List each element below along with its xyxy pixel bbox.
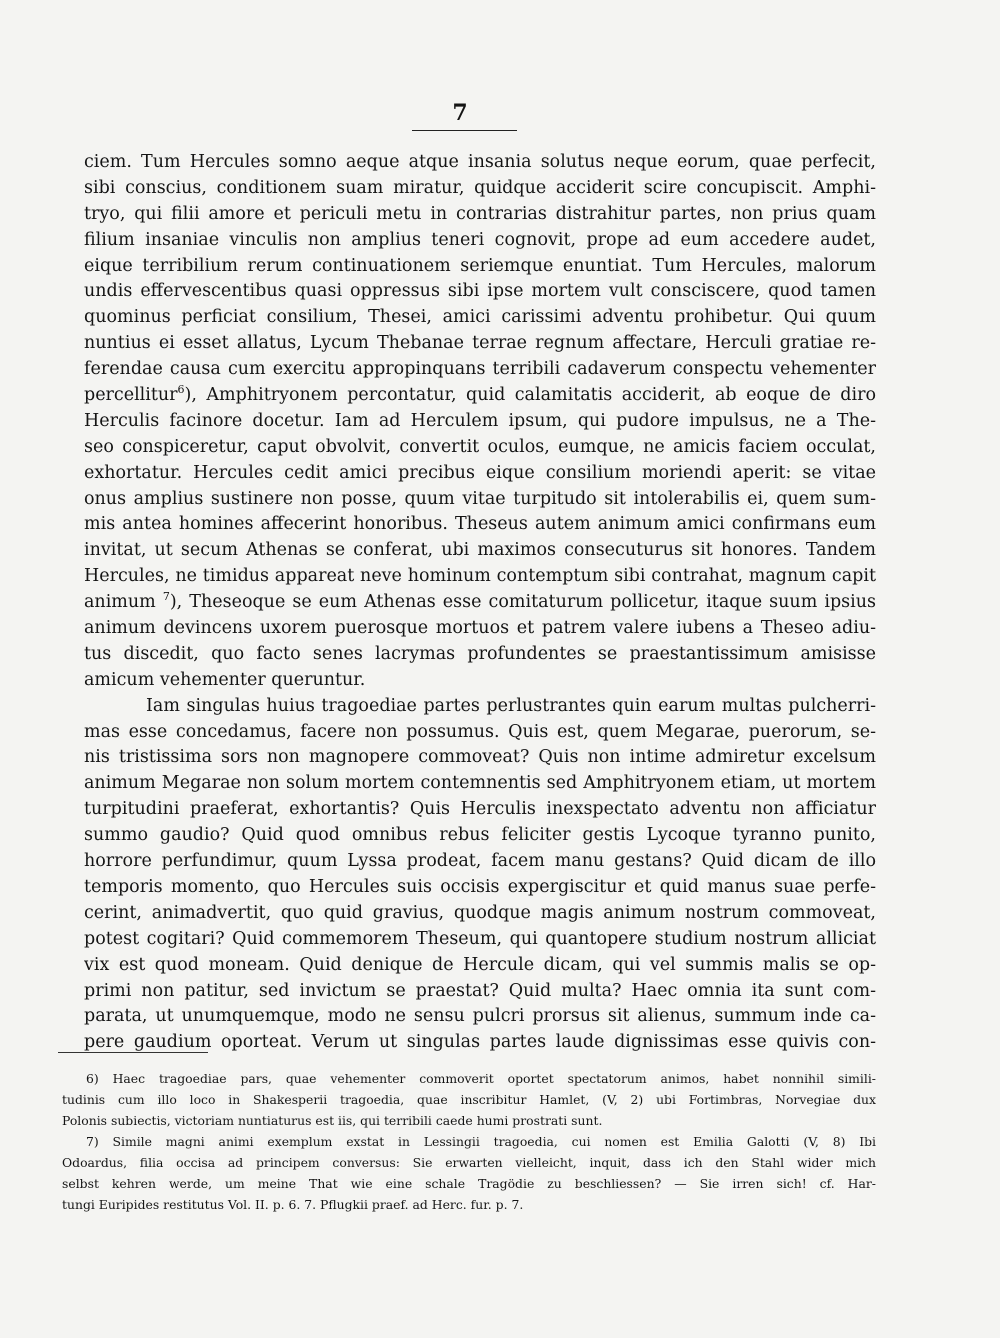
footnote-7-line: tungi Euripides restitutus Vol. II. p. 6. 7. Pflugkii praef. ad Herc. fur. p. 7. (62, 1197, 524, 1212)
text-line: exhortatur. Hercules cedit amici precibus eique consilium moriendi aperit: se vitae (84, 462, 876, 483)
paragraph-start-line: Iam singulas huius tragoediae partes perlustrantes quin earum multas pulcherri- (146, 695, 876, 716)
text-line: Hercules, ne timidus appareat neve hominum contemptum sibi contrahat, magnum capit (84, 566, 876, 587)
text-line: mis antea homines affecerint honoribus. Theseus autem animum amici confirmans eum (84, 514, 876, 535)
text-line: nis tristissima sors non magnopere commoveat? Quis non intime admiretur excelsum (84, 747, 876, 768)
text-line: temporis momento, quo Hercules suis occisis expergiscitur et quid manus suae perfe- (84, 876, 876, 897)
page-number: 7 (452, 100, 468, 126)
text-line: undis effervescentibus quasi oppressus sibi ipse mortem vult consciscere, quod tamen (84, 281, 876, 302)
text-line: Herculis facinore docetur. Iam ad Herculem ipsum, qui pudore impulsus, ne a The- (84, 410, 876, 431)
body-text (84, 150, 876, 1056)
text-line: eique terribilium rerum continuationem seriemque enuntiat. Tum Hercules, malorum (84, 255, 876, 276)
text-line: summo gaudio? Quid quod omnibus rebus feliciter gestis Lycoque tyranno punito, (84, 825, 876, 846)
text-line: sibi conscius, conditionem suam miratur, quidque acciderit scire concupiscit. Amphi- (84, 177, 876, 198)
footnote-reference-6: 6 (177, 383, 185, 397)
text-line: cerint, animadvertit, quo quid gravius, quodque magis animum nostrum commoveat, (84, 902, 876, 923)
text-fragment: percellitur (84, 385, 178, 406)
text-line: filium insaniae vinculis non amplius teneri cognovit, prope ad eum accedere audet, (84, 229, 876, 250)
footnote-reference-7: 7 (162, 590, 170, 604)
text-line: mas esse concedamus, facere non possumus. Quis est, quem Megarae, puerorum, se- (84, 721, 876, 742)
text-line-with-footnote (84, 383, 876, 409)
footnotes (62, 1068, 876, 1215)
text-line: ferendae causa cum exercitu appropinquans terribili cadaverum conspectu vehementer (84, 359, 876, 380)
text-line: animum Megarae non solum mortem contemnentis sed Amphitryonem etiam, ut mortem (84, 773, 876, 794)
text-line: potest cogitari? Quid commemorem Theseum, qui quantopere studium nostrum alliciat (84, 928, 876, 949)
footnote-rule (58, 1052, 208, 1053)
header-rule (412, 130, 517, 131)
footnote-7-line: Odoardus, filia occisa ad principem conversus: Sie erwarten vielleicht, inquit, dass ich den Stahl wider mich (62, 1155, 876, 1170)
text-line: turpitudini praeferat, exhortantis? Quis Herculis inexspectato adventu non afficiatur (84, 799, 876, 820)
text-line: parata, ut unumquemque, modo ne sensu pulcri prorsus sit alienus, summum inde ca- (84, 1006, 876, 1027)
text-fragment: ), Theseoque se eum Athenas esse comitaturum pollicetur, itaque suum ipsius (169, 592, 876, 613)
text-line: tryo, qui filii amore et periculi metu in contrarias distrahitur partes, non prius quam (84, 203, 876, 224)
text-line: onus amplius sustinere non posse, quum vitae turpitudo sit intolerabilis ei, quem sum- (84, 488, 876, 509)
text-line: ciem. Tum Hercules somno aeque atque insania solutus neque eorum, quae perfecit, (84, 152, 876, 172)
footnote-6-line: tudinis cum illo loco in Shakesperii tragoedia, quae inscribitur Hamlet, (V, 2) ubi Fortimbras, Norvegiae dux (62, 1092, 876, 1107)
text-line: vix est quod moneam. Quid denique de Hercule dicam, qui vel summis malis se op- (84, 954, 876, 975)
text-line: tus discedit, quo facto senes lacrymas profundentes se praestantissimum amisisse (84, 643, 876, 664)
text-line: nuntius ei esset allatus, Lycum Thebanae terrae regnum affectare, Herculi gratiae re- (84, 333, 876, 354)
text-line: amicum vehementer queruntur. (84, 669, 366, 690)
text-fragment: animum (84, 592, 156, 613)
text-line-with-footnote (84, 590, 876, 616)
text-line: horrore perfundimur, quum Lyssa prodeat, facem manu gestans? Quid dicam de illo (84, 851, 876, 872)
footnote-7-line: 7) Simile magni animi exemplum exstat in Lessingii tragoedia, cui nomen est Emilia Galotti (V, 8) Ibi (86, 1134, 876, 1149)
text-line: seo conspiceretur, caput obvolvit, convertit oculos, eumque, ne amicis faciem occulat, (84, 436, 876, 457)
text-line: quominus perficiat consilium, Thesei, amici carissimi adventu prohibetur. Qui quum (84, 307, 876, 328)
footnote-7-line: selbst kehren werde, um meine That wie eine schale Tragödie zu beschliessen? — Sie irren sich! cf. Har- (62, 1176, 876, 1191)
text-fragment: ), Amphitryonem percontatur, quid calamitatis acciderit, ab eoque de diro (184, 385, 876, 406)
text-line: invitat, ut secum Athenas se conferat, ubi maximos consecuturus sit honores. Tandem (84, 540, 876, 561)
footnote-6-line: 6) Haec tragoediae pars, quae vehementer commoverit oportet spectatorum animos, habet nonnihil simili- (86, 1071, 876, 1086)
text-line: pere gaudium oporteat. Verum ut singulas partes laude dignissimas esse quivis con- (84, 1032, 876, 1053)
footnote-6-line: Polonis subiectis, victoriam nuntiaturus est iis, qui terribili caede humi prostrati sunt. (62, 1113, 603, 1128)
text-line: primi non patitur, sed invictum se praestat? Quid multa? Haec omnia ita sunt com- (84, 980, 876, 1001)
text-line: animum devincens uxorem puerosque mortuos et patrem valere iubens a Theseo adiu- (84, 618, 876, 639)
